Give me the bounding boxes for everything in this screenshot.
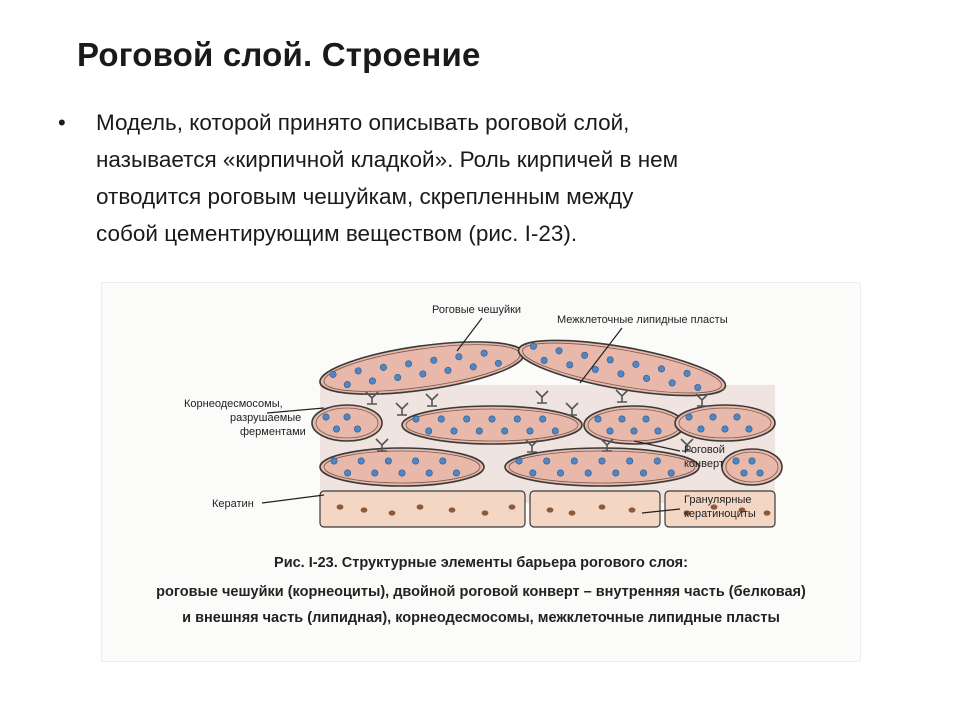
granule [509,504,516,509]
keratin-dot [654,458,660,464]
corneocyte [312,405,382,441]
keratin-dot [530,470,536,476]
label-desmosomes-2: разрушаемые [230,412,302,424]
corneocyte-envelope [312,405,382,441]
keratin-dot [453,470,459,476]
keratin-dot [489,416,495,422]
bullet-text [96,104,896,252]
bullet-line-3: отводится роговым чешуйкам, скрепленным между [96,184,634,209]
keratin-dot [552,428,558,434]
granule [337,504,344,509]
keratin-dot [385,458,391,464]
keratin-dot [344,414,350,420]
keratin-dot [607,428,613,434]
keratin-dot [354,426,360,432]
keratin-dot [710,414,716,420]
keratin-dot [426,428,432,434]
keratin-dot [440,458,446,464]
keratin-dot [619,416,625,422]
stratum-corneum-figure [101,282,861,662]
label-desmosomes-3: ферментами [240,426,306,438]
keratin-dot [451,428,457,434]
brick-wall-diagram [102,283,860,661]
corneocyte [675,405,775,441]
corneocyte-envelope [722,449,782,485]
keratin-dot [595,416,601,422]
granule [449,507,456,512]
corneocyte-envelope [402,406,582,444]
keratin-dot [698,426,704,432]
keratin-dot [557,470,563,476]
label-envelope-2: конверт [684,458,724,470]
granule [764,510,771,515]
keratin-dot [476,428,482,434]
caption-line-1: Рис. I-23. Структурные элементы барьера рогового слоя: [274,555,688,571]
keratin-dot [333,426,339,432]
keratin-dot [426,470,432,476]
corneocyte [402,406,582,444]
granule [547,507,554,512]
granular-keratinocyte [320,491,525,527]
keratin-dot [514,416,520,422]
bullet-line-1: Модель, которой принято описывать роговой слой, [96,110,630,135]
keratin-dot [599,458,605,464]
caption-line-3: и внешняя часть (липидная), корнеодесмосомы, межклеточные липидные пласты [182,610,780,626]
granule [569,510,576,515]
bullet-marker: • [58,110,66,135]
keratin-dot [655,428,661,434]
keratin-dot [399,470,405,476]
granule [361,507,368,512]
keratin-dot [323,414,329,420]
keratin-dot [734,414,740,420]
keratin-dot [585,470,591,476]
keratin-dot [527,428,533,434]
granule [417,504,424,509]
keratin-dot [438,416,444,422]
keratin-dot [640,470,646,476]
label-granular-1: Гранулярные [684,494,752,506]
keratin-dot [631,428,637,434]
corneocyte-envelope [320,448,484,486]
corneocyte-envelope [675,405,775,441]
label-desmosomes-1: Корнеодесмосомы, [184,398,283,410]
corneocyte [505,448,699,486]
bullet-line-4: собой цементирующим веществом (рис. I-23). [96,221,578,246]
corneocyte-envelope [505,448,699,486]
corneocyte [584,406,684,444]
keratin-dot [412,458,418,464]
keratin-dot [372,470,378,476]
page-title: Роговой слой. Строение [77,36,481,73]
keratin-dot [741,470,747,476]
keratin-dot [331,458,337,464]
keratin-dot [413,416,419,422]
granule [389,510,396,515]
keratin-dot [502,428,508,434]
keratin-dot [757,470,763,476]
keratin-dot [668,470,674,476]
corneocyte [722,449,782,485]
keratin-dot [544,458,550,464]
keratin-dot [686,414,692,420]
granule [599,504,606,509]
keratin-dot [749,458,755,464]
corneocyte [320,448,484,486]
corneocyte-envelope [584,406,684,444]
keratin-dot [571,458,577,464]
label-scales: Роговые чешуйки [432,304,522,316]
keratin-dot [746,426,752,432]
keratin-dot [516,458,522,464]
keratin-dot [643,416,649,422]
label-envelope-1: Роговой [684,444,725,456]
granule [482,510,489,515]
granule [629,507,636,512]
bullet-line-2: называется «кирпичной кладкой». Роль кирпичей в нем [96,147,679,172]
keratin-dot [540,416,546,422]
keratin-dot [613,470,619,476]
label-lipid-layers: Межклеточные липидные пласты [557,314,728,326]
keratin-dot [464,416,470,422]
keratin-dot [627,458,633,464]
keratin-dot [358,458,364,464]
label-granular-2: кератиноциты [684,508,756,520]
label-keratin: Кератин [212,498,254,510]
keratin-dot [722,426,728,432]
leader-keratin [262,495,324,503]
keratin-dot [733,458,739,464]
caption-line-2: роговые чешуйки (корнеоциты), двойной роговой конверт – внутренняя часть (белковая) [156,584,806,600]
keratin-dot [344,470,350,476]
